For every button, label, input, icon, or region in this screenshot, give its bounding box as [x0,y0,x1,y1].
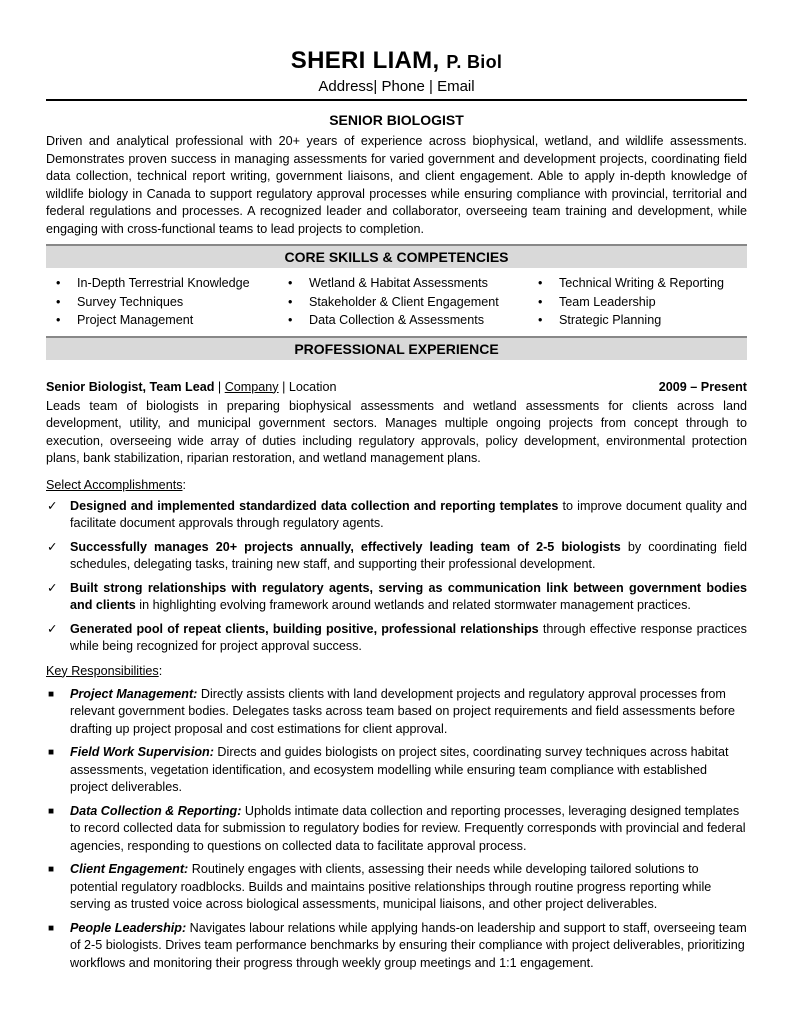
accomplishment-item [46,621,747,656]
separator: | [214,379,225,394]
header-divider [46,99,747,101]
accomplishment-text: by coordinating field schedules, delegating tasks, training new staff, and supporting their professional development. [70,539,747,571]
candidate-name [46,46,747,77]
square-bullet-icon: ■ [48,922,55,934]
responsibility-text: Directly assists clients with land development projects and regulatory approval processes from relevant government bodies. Delegates tasks across team based on project requirements and field assessments before drafting up project proposal and cost estimations for client approval. [70,686,736,736]
skill-item: • Team Leadership [534,293,744,312]
skill-item: • Survey Techniques [52,293,284,312]
responsibility-text: Upholds intimate data collection and reporting processes, leveraging designed templates to record collected data for submission to regulatory bodies for review. Frequently corresponds with provincial and federal agencies, responding to questions on collected data to facilitate approval process. [70,803,746,853]
responsibility-lead: Project Management: [70,686,198,701]
job-role: Senior Biologist, Team Lead [46,379,215,394]
accomplishment-lead: Built strong relationships with regulatory agents, serving as communication link between government bodies and clients [70,580,747,612]
accomplishment-text: to improve document quality and facilitate document approvals through regulatory agents. [70,498,747,530]
checkmark-icon: ✓ [47,539,58,554]
responsibilities-heading: Key Responsibilities: [46,663,163,678]
skills-heading: CORE SKILLS & COMPETENCIES [46,244,747,268]
professional-title: SENIOR BIOLOGIST [329,112,464,128]
name-text: SHERI LIAM, [290,47,440,74]
job-location: | Location [278,379,337,394]
responsibility-item [46,803,747,856]
responsibility-text: Directs and guides biologists on project sites, coordinating survey techniques across habitat assessments, vegetation identification, and ecosystem modelling while ensuring team compliance with established project deliverables. [70,745,729,794]
company-link[interactable]: Company [224,379,279,394]
job-description: Leads team of biologists in preparing biophysical assessments and wetland assessments for clients across land development, utility, and municipal government sectors. Manages multiple ongoing projects from concept through to execution, overseeing wide array of duties including regulatory approvals, policy development, environmental protection plans, bank stabilization, riparian restoration, and wetland management plans. [46,398,747,465]
skills-column-3 [534,274,744,330]
square-bullet-icon: ■ [48,864,55,875]
accomplishment-text: through effective response practices while being recognized for project approval success. [70,621,747,653]
skill-item: • Stakeholder & Client Engagement [284,293,534,312]
responsibility-item [46,744,747,797]
skills-column-1 [52,274,284,330]
responsibility-text: Navigates labour relations while applying hands-on leadership and support to staff, overseeing team of 2-5 biologists. Drives team performance benchmarks by ensuring their compliance with project deliverables, prioritizing workflows and monitoring their progress through weekly group meetings and 1:1 engagement. [70,920,747,970]
responsibility-text: Routinely engages with clients, assessing their needs while developing tailored solutions to potential regulatory roadblocks. Builds and maintains positive relationships through routine progress reporting while serving as trusted voice across biological assessments, municipal liaisons, and other project deliverables. [70,862,712,911]
accomplishment-item [46,580,747,615]
square-bullet-icon: ■ [48,688,55,700]
skill-item: • Wetland & Habitat Assessments [284,274,534,293]
skill-item: • Technical Writing & Reporting [534,274,744,293]
accomplishments-list [46,498,747,656]
job-title-line [46,378,337,396]
responsibility-lead: Data Collection & Reporting: [70,803,242,818]
summary-paragraph: Driven and analytical professional with 20+ years of experience across biophysical, wetland, and wildlife assessments. Demonstrates proven success in managing assessments for varied government and development projects, coordinating field data collection, technical report writing, government liaisons, and client engagement. Able to apply in-depth knowledge of wildlife biology in Canada to support regulatory approval processes while ensuring compliance with provincial, territorial and federal regulations and processes. A recognized leader and collaborator, overseeing team training and development, while engaging with cross-functional teams to lead projects to completion. [46,134,747,236]
skill-item: • In-Depth Terrestrial Knowledge [52,274,284,293]
responsibilities-label: Key Responsibilities [46,663,159,678]
skills-list [52,274,747,330]
skill-item: • Strategic Planning [534,311,744,330]
credential: P. Biol [446,52,503,72]
accomplishment-item [46,539,747,574]
accomplishments-heading: Select Accomplishments: [46,477,186,492]
skills-column-2 [284,274,534,330]
accomplishment-item [46,498,747,533]
accomplishment-text: in highlighting evolving framework around wetlands and related stormwater management practices. [135,598,691,612]
responsibility-item [46,920,747,973]
responsibility-lead: Field Work Supervision: [70,745,214,759]
contact-line: Address| Phone | Email [318,78,475,95]
checkmark-icon: ✓ [47,621,58,636]
job-header [46,378,747,396]
responsibilities-list [46,686,747,973]
responsibility-item [46,861,747,914]
accomplishment-lead: Successfully manages 20+ projects annually, effectively leading team of 2-5 biologists [70,539,621,554]
accomplishment-lead: Designed and implemented standardized data collection and reporting templates [70,498,559,513]
skill-item: • Data Collection & Assessments [284,311,534,330]
accomplishment-lead: Generated pool of repeat clients, building positive, professional relationships [70,621,539,636]
square-bullet-icon: ■ [48,805,55,817]
responsibility-lead: People Leadership: [70,920,187,935]
experience-heading: PROFESSIONAL EXPERIENCE [46,336,747,360]
skill-item: • Project Management [52,311,284,330]
accomplishments-label: Select Accomplishments [46,477,183,492]
resume-page [46,46,747,978]
responsibility-lead: Client Engagement: [70,862,189,876]
job-dates: 2009 – Present [658,379,747,394]
responsibility-item [46,686,747,739]
checkmark-icon: ✓ [47,580,58,595]
square-bullet-icon: ■ [48,747,55,758]
checkmark-icon: ✓ [47,498,58,513]
